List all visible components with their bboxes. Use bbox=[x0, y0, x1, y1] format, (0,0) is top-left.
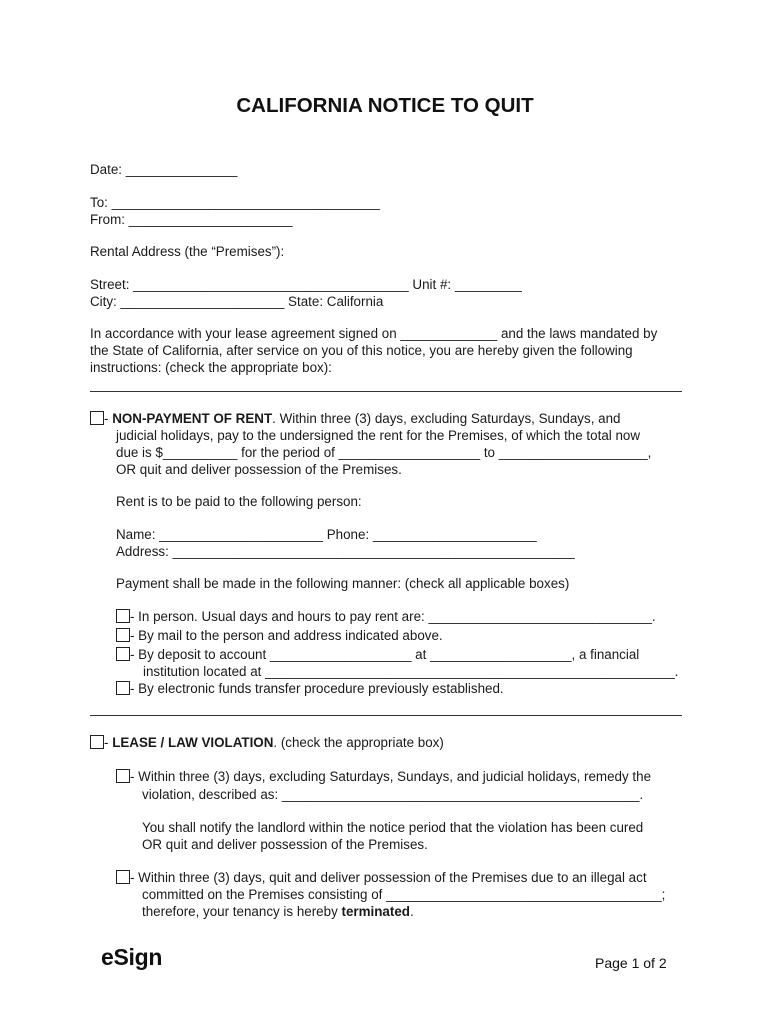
remedy-checkbox[interactable] bbox=[116, 769, 130, 783]
remedy-option bbox=[116, 769, 651, 785]
nonpayment-prefix: - bbox=[104, 411, 113, 426]
nonpayment-heading: NON-PAYMENT OF RENT bbox=[112, 411, 273, 426]
termination-period: . bbox=[409, 904, 414, 919]
nonpayment-line-4: OR quit and deliver possession of the Premises. bbox=[116, 462, 402, 477]
option-in-person bbox=[116, 609, 656, 625]
option-eft bbox=[116, 681, 504, 697]
by-mail-label: - By mail to the person and address indicated above. bbox=[130, 628, 443, 643]
in-person-label: - In person. Usual days and hours to pay rent are: ______________________________. bbox=[130, 609, 656, 624]
remedy-label: - Within three (3) days, excluding Saturdays, Sundays, and judicial holidays, remedy the bbox=[130, 769, 652, 784]
intro-line-2: the State of California, after service on you of this notice, you are hereby given the following bbox=[90, 343, 633, 358]
violation-heading-rest: . (check the appropriate box) bbox=[273, 735, 444, 750]
date-field: Date: _______________ bbox=[90, 162, 238, 177]
option-deposit bbox=[116, 647, 639, 663]
deposit-checkbox[interactable] bbox=[116, 647, 130, 661]
illegal-line-3 bbox=[142, 904, 414, 920]
violation-prefix: - bbox=[104, 735, 113, 750]
illegal-line-2: committed on the Premises consisting of _____________________________________; bbox=[142, 887, 666, 902]
termination-text: therefore, your tenancy is hereby bbox=[142, 904, 342, 919]
from-field: From: ______________________ bbox=[90, 212, 293, 227]
city-field: City: ______________________ State: California bbox=[90, 294, 384, 309]
eft-label: - By electronic funds transfer procedure previously established. bbox=[130, 681, 504, 696]
deposit-label: - By deposit to account ___________________ at ___________________, a financial bbox=[130, 647, 640, 662]
rent-paid-to-label: Rent is to be paid to the following person: bbox=[116, 494, 362, 509]
payee-address-field: Address: ______________________________________________________ bbox=[116, 544, 575, 559]
section-divider bbox=[90, 391, 682, 392]
illegal-act-checkbox[interactable] bbox=[116, 870, 130, 884]
eft-checkbox[interactable] bbox=[116, 681, 130, 695]
nonpayment-line-3: due is $__________ for the period of ___________________ to ____________________, bbox=[116, 445, 652, 460]
nonpayment-line-1 bbox=[90, 411, 620, 427]
illegal-act-option bbox=[116, 870, 647, 886]
nonpayment-line-1-rest: . Within three (3) days, excluding Saturdays, Sundays, and bbox=[272, 411, 621, 426]
notify-line-1: You shall notify the landlord within the notice period that the violation has been cured bbox=[142, 820, 644, 835]
deposit-line-2: institution located at _______________________________________________________. bbox=[143, 664, 679, 679]
option-by-mail bbox=[116, 628, 443, 644]
payment-manner-label: Payment shall be made in the following manner: (check all applicable boxes) bbox=[116, 576, 570, 591]
terminated-word: terminated bbox=[341, 904, 410, 919]
page-number: Page 1 of 2 bbox=[595, 955, 667, 971]
violation-line-1 bbox=[90, 735, 444, 751]
violation-heading: LEASE / LAW VIOLATION bbox=[112, 735, 274, 750]
esign-logo: eSign bbox=[101, 944, 163, 970]
intro-line-1: In accordance with your lease agreement signed on _____________ and the laws mandated by bbox=[90, 326, 658, 341]
nonpayment-checkbox[interactable] bbox=[90, 411, 104, 425]
intro-line-3: instructions: (check the appropriate box): bbox=[90, 360, 332, 375]
remedy-line-2: violation, described as: ________________________________________________. bbox=[142, 787, 644, 802]
illegal-act-label: - Within three (3) days, quit and deliver possession of the Premises due to an illegal act bbox=[130, 870, 647, 885]
section-divider bbox=[90, 715, 682, 716]
in-person-checkbox[interactable] bbox=[116, 609, 130, 623]
street-field: Street: _____________________________________ Unit #: _________ bbox=[90, 277, 522, 292]
name-phone-field: Name: ______________________ Phone: ______________________ bbox=[116, 527, 537, 542]
rental-address-label: Rental Address (the “Premises”): bbox=[90, 244, 285, 259]
nonpayment-line-2: judicial holidays, pay to the undersigned the rent for the Premises, of which the total now bbox=[116, 428, 641, 443]
violation-checkbox[interactable] bbox=[90, 735, 104, 749]
by-mail-checkbox[interactable] bbox=[116, 628, 130, 642]
to-field: To: ____________________________________ bbox=[90, 195, 380, 210]
document-title: CALIFORNIA NOTICE TO QUIT bbox=[236, 94, 534, 117]
notify-line-2: OR quit and deliver possession of the Premises. bbox=[142, 837, 428, 852]
